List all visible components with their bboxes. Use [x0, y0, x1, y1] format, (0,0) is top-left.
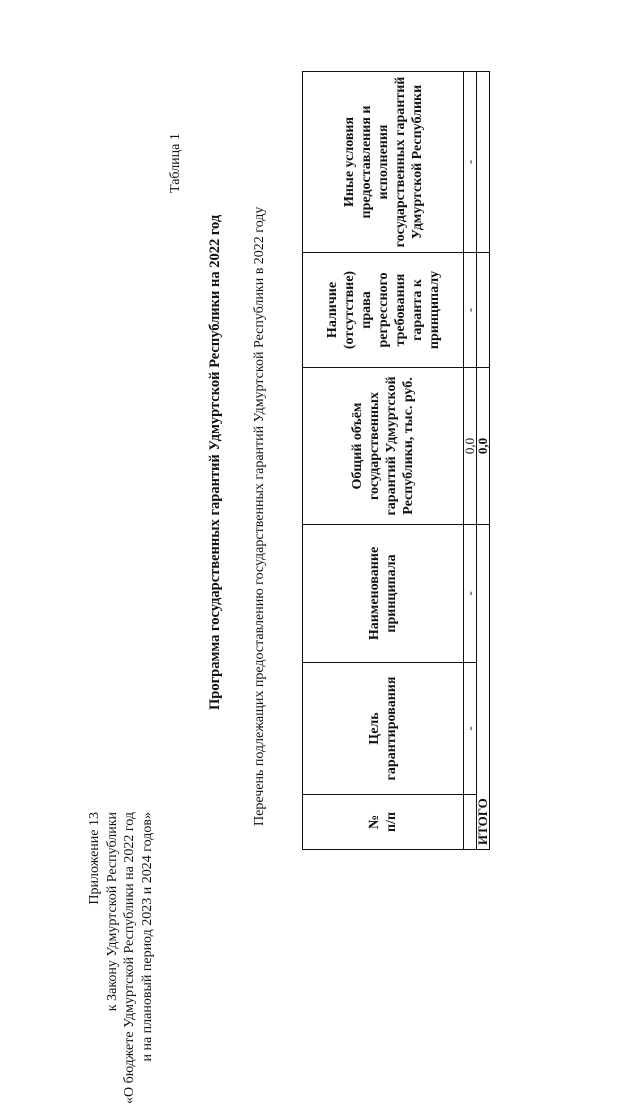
header-line: гаранта к	[409, 279, 425, 341]
header-line: гарантий Удмуртской	[384, 376, 399, 516]
header-line: Общий объём	[350, 402, 365, 490]
header-line: №	[367, 814, 382, 830]
program-title: Программа государственных гарантий Удмуртской Республики на 2022 год	[207, 214, 223, 710]
guarantees-table	[302, 71, 490, 850]
header-line: регрессного	[375, 272, 391, 348]
cell-regress: -	[464, 253, 477, 368]
header-line: государственных	[367, 392, 382, 500]
total-conditions	[477, 72, 490, 253]
header-line: принципала	[384, 554, 399, 633]
cell-volume: 0,0	[464, 368, 477, 525]
header-conditions	[303, 72, 464, 253]
header-line: права	[358, 291, 374, 329]
total-regress	[477, 253, 490, 368]
table-header-row	[303, 72, 464, 850]
table-label: Таблица 1	[168, 133, 183, 193]
header-line: Цель	[367, 712, 382, 745]
header-line: Наличие	[324, 281, 340, 339]
header-num	[303, 795, 464, 850]
header-principal	[303, 525, 464, 663]
list-subtitle: Перечень подлежащих предоставлению государственных гарантий Удмуртской Республики в 2022 году	[252, 206, 267, 826]
header-line: п/п	[384, 811, 399, 833]
header-line: требования	[392, 273, 408, 347]
header-line: Иные условия	[341, 116, 357, 208]
header-line: предоставления и	[358, 105, 374, 219]
appendix-line: и на плановый период 2023 и 2024 годов»	[139, 812, 155, 1062]
cell-conditions: -	[464, 72, 477, 253]
cell-principal: -	[464, 525, 477, 663]
header-line: государственных гарантий	[392, 76, 408, 248]
total-volume: 0,0	[477, 368, 490, 525]
header-line: (отсутствие)	[341, 270, 357, 350]
header-line: принципалу	[426, 270, 442, 350]
cell-purpose: -	[464, 663, 477, 795]
header-line: исполнения	[375, 124, 391, 200]
header-volume	[303, 368, 464, 525]
appendix-line: Приложение 13	[87, 812, 102, 905]
table-row	[464, 72, 477, 850]
header-purpose	[303, 663, 464, 795]
appendix-line: к Закону Удмуртской Республики	[104, 812, 120, 1012]
total-row	[477, 72, 490, 850]
header-line: гарантирования	[384, 676, 399, 781]
appendix-block	[86, 812, 156, 1104]
appendix-line: «О бюджете Удмуртской Республики на 2022 год	[122, 812, 137, 1104]
header-line: Удмуртской Республики	[409, 84, 425, 240]
header-line: Республики, тыс. руб.	[401, 377, 416, 515]
header-regress	[303, 253, 464, 368]
total-label: ИТОГО	[477, 525, 490, 850]
header-line: Наименование	[367, 546, 382, 641]
